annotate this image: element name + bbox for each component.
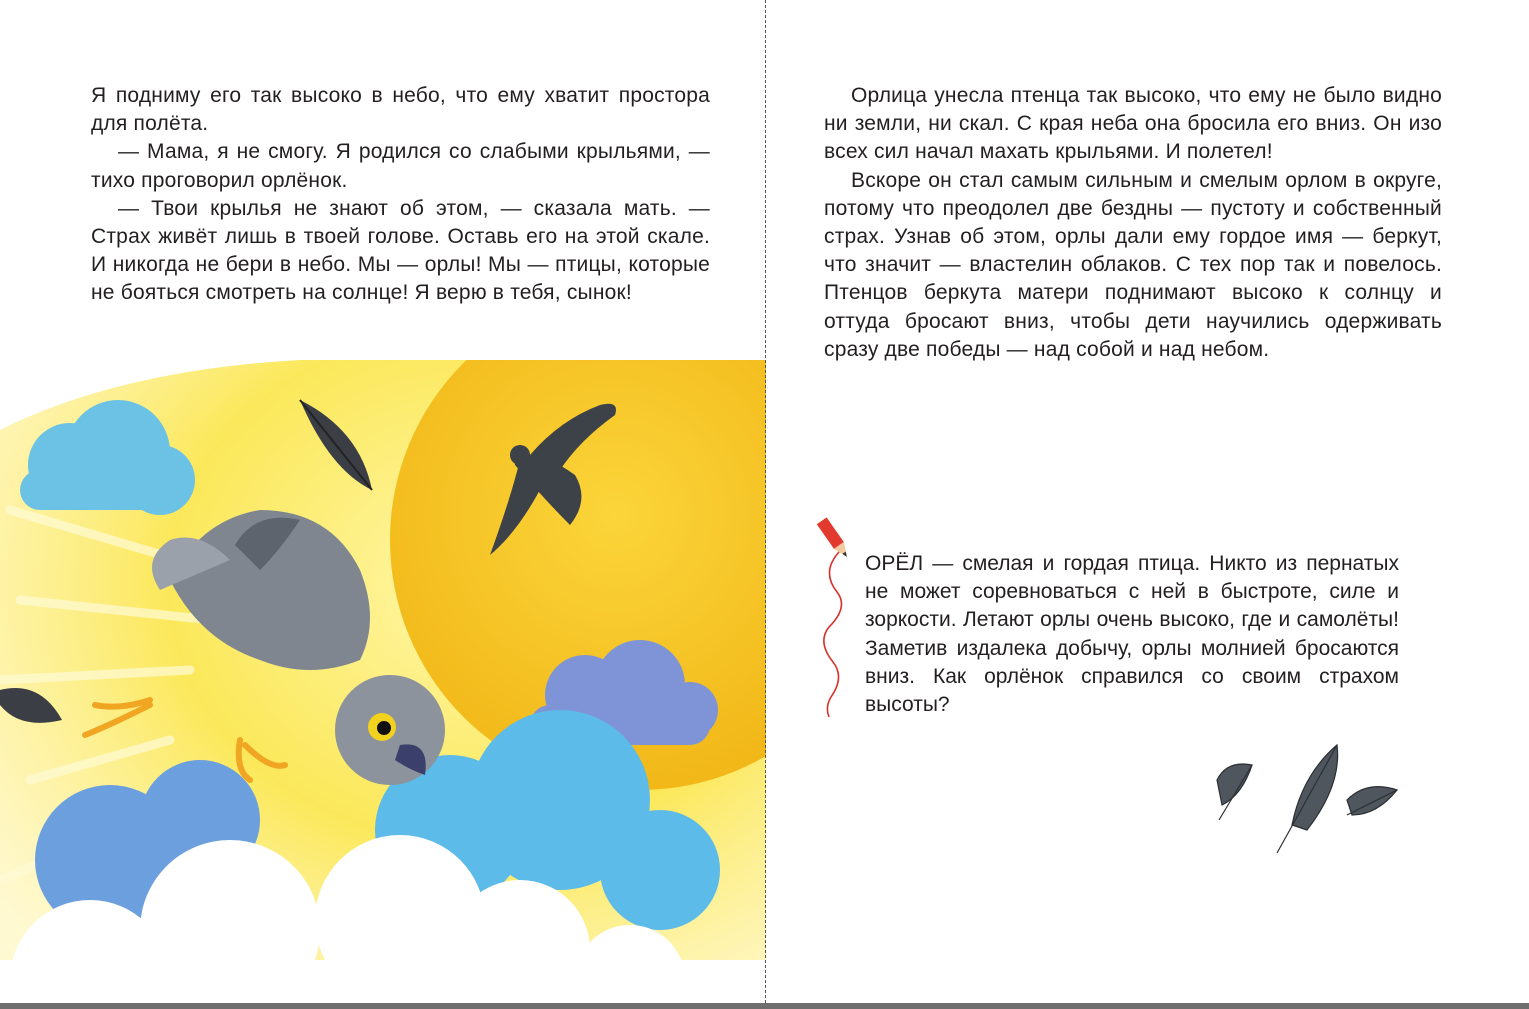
eaglet-illustration: [0, 360, 766, 1003]
feathers-icon: [1207, 735, 1417, 855]
red-pencil-icon: [815, 512, 855, 722]
paragraph: Я подниму его так высоко в небо, что ему хватит простора для полёта.: [91, 84, 710, 136]
left-page: [0, 0, 766, 1003]
right-page-text: [824, 82, 1442, 364]
paragraph: Вскоре он стал самым сильным и смелым орлом в округе, потому что преодолел две бездны — пустоту и собственный страх. Узнав об этом, орлы дали ему гордое имя — беркут, что значит — властелин облаков. С тех пор так и повелось. Птенцов беркута матери поднимают высоко к солнцу и оттуда бросают вниз, чтобы дети научились одерживать сразу две победы — над собой и над небом.: [824, 168, 1442, 361]
paragraph: — Твои крылья не знают об этом, — сказала мать. — Страх живёт лишь в твоей голове. Оставь его на этой скале. И никогда не бери в небо. Мы — орлы! Мы — птицы, которые не бояться смотреть на солнце! Я верю в тебя, сынок!: [91, 196, 710, 305]
paragraph: — Мама, я не смогу. Я родился со слабыми крыльями, — тихо проговорил орлёнок.: [91, 140, 710, 192]
left-page-text: [91, 82, 710, 308]
book-spine: [765, 0, 766, 1003]
right-page: [767, 0, 1529, 1003]
bottom-bar: [0, 1003, 1529, 1009]
note-text: ОРЁЛ — смелая и гордая птица. Никто из пернатых не может соревноваться с ней в быстроте, силе и зоркости. Летают орлы очень высоко, где и самолёты! Заметив издалека добычу, орлы молнией бросаются вниз. Как орлёнок справился со своим страхом высоты?: [865, 552, 1399, 717]
paragraph: Орлица унесла птенца так высоко, что ему не было видно ни земли, ни скал. С края неба она бросила его вниз. Он изо всех сил начал махать крыльями. И полетел!: [824, 84, 1442, 164]
